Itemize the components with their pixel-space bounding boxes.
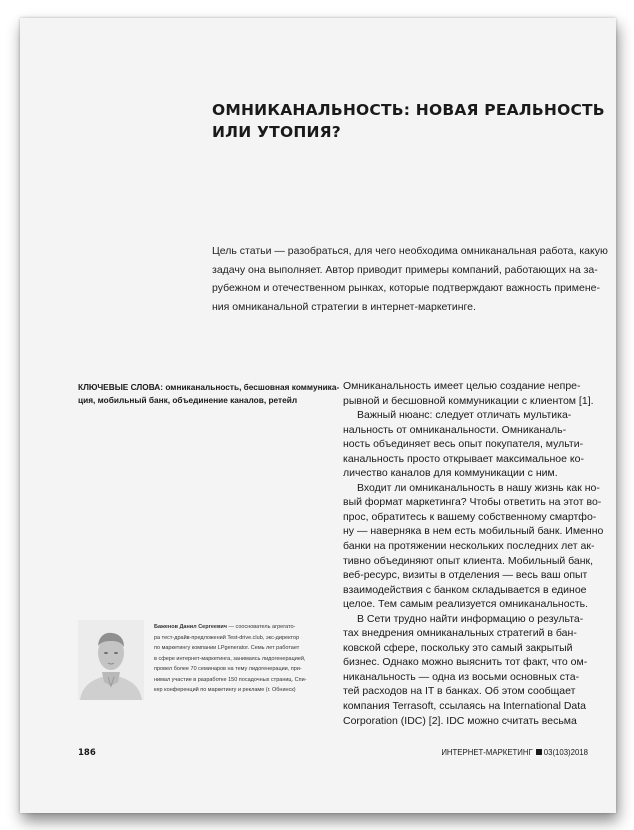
bio-line: кер конференций по маркетингу и рекламе (г. Обнинск) [154, 687, 296, 693]
abstract-line: ния омниканальной стратегии в интернет-маркетинге. [212, 300, 476, 313]
body-line: прос, обратитесь к вашему собственному смартфо- [343, 510, 597, 523]
page-number: 186 [78, 748, 96, 758]
body-line: тей расходов на IT в банках. Об этом сообщает [343, 685, 576, 698]
square-separator-icon [536, 749, 542, 755]
author-portrait-image [78, 620, 144, 700]
journal-issue: 03(103)2018 [543, 748, 588, 757]
body-line: взаимодействия с банком складывается в единое [343, 583, 587, 596]
keywords-line [78, 394, 340, 407]
article-title [212, 99, 605, 143]
author-bio [154, 622, 344, 696]
body-line: ковской сфере, поскольку это самый закрытый [343, 641, 573, 654]
body-line: ность объединяет весь опыт покупателя, мульти- [343, 438, 584, 451]
author-photo [78, 620, 144, 700]
bio-line: по маркетингу компании LPgenerator. Семь лет работает [154, 645, 300, 651]
keywords-text: ция, мобильный банк, объединение каналов, ретейл [78, 394, 298, 405]
keywords-block [78, 381, 340, 406]
body-line: канальность просто открывает максимальное ко- [343, 452, 584, 465]
bio-text: — сооснователь агрегато- [226, 624, 296, 630]
keywords-text: омниканальность, бесшовная коммуника- [163, 382, 340, 392]
title-line: ОМНИКАНАЛЬНОСТЬ: НОВАЯ РЕАЛЬНОСТЬ [212, 101, 605, 119]
journal-name: ИНТЕРНЕТ-МАРКЕТИНГ [441, 748, 533, 757]
abstract-line: рубежном и отечественном рынках, которые подтверждают важность примене- [212, 282, 600, 294]
body-line: бизнес. Однако можно выяснить тот факт, что ом- [343, 656, 588, 669]
journal-page [20, 18, 616, 813]
body-line: Входит ли омниканальность в нашу жизнь как но- [357, 481, 600, 494]
body-line: Омниканальность имеет целью создание непре- [343, 380, 581, 392]
body-line: рывной и бесшовной коммуникации с клиентом [1]. [343, 394, 594, 407]
title-line: ИЛИ УТОПИЯ? [212, 123, 341, 141]
body-line: Corporation (IDC) [2]. IDC можно считать весьма [343, 714, 577, 727]
bio-line: в сфере интернет-маркетинга, занимаясь лидогенерацией, [154, 655, 306, 662]
author-name: Баженов Данил Сергеевич [154, 624, 227, 630]
journal-footer [441, 748, 588, 757]
keywords-line [78, 381, 340, 394]
abstract-line: Цель статьи — разобраться, для чего необходима омниканальная работа, какую [212, 245, 608, 257]
body-line: тивно объединяют опыт клиента. Мобильный банк, [343, 554, 594, 567]
bio-line [154, 622, 344, 633]
body-line: банки на протяжении нескольких последних лет ак- [343, 540, 595, 553]
body-line: Важный нюанс: следует отличать мультика- [357, 409, 572, 422]
body-line: целое. Тем самым реализуется омниканальность. [343, 598, 589, 611]
body-line: веб-ресурс, визиты в отделения — весь ваш опыт [343, 569, 588, 582]
body-line: тах внедрения омниканальных стратегий в бан- [343, 627, 577, 640]
keywords-label: КЛЮЧЕВЫЕ СЛОВА: [78, 382, 164, 392]
article-body [343, 379, 604, 728]
body-line: компания Terrasoft, ссылаясь на International Data [343, 700, 587, 713]
abstract-line: задачу она выполняет. Автор приводит примеры компаний, работающих на за- [212, 263, 598, 276]
body-line: нальность от омниканальности. Омниканаль- [343, 423, 567, 436]
body-line: вый формат маркетинга? Чтобы ответить на этот во- [343, 496, 602, 509]
body-line: личество каналов для коммуникации с ним. [343, 467, 558, 480]
article-abstract [212, 242, 608, 316]
bio-line: провел более 70 семинаров на тему лидогенерации, при- [154, 666, 302, 672]
body-line: никанальность — одна из восьми основных ста- [343, 670, 580, 683]
bio-line: нимал участие в разработке 150 посадочных страниц. Спи- [154, 676, 307, 683]
bio-line: ра тест-драйв-предложений Test-drive.club, экс-директор [154, 634, 300, 641]
body-line: В Сети трудно найти информацию о результа- [357, 612, 584, 625]
body-line: ну — наверняка в нем есть мобильный банк. Именно [343, 525, 604, 538]
